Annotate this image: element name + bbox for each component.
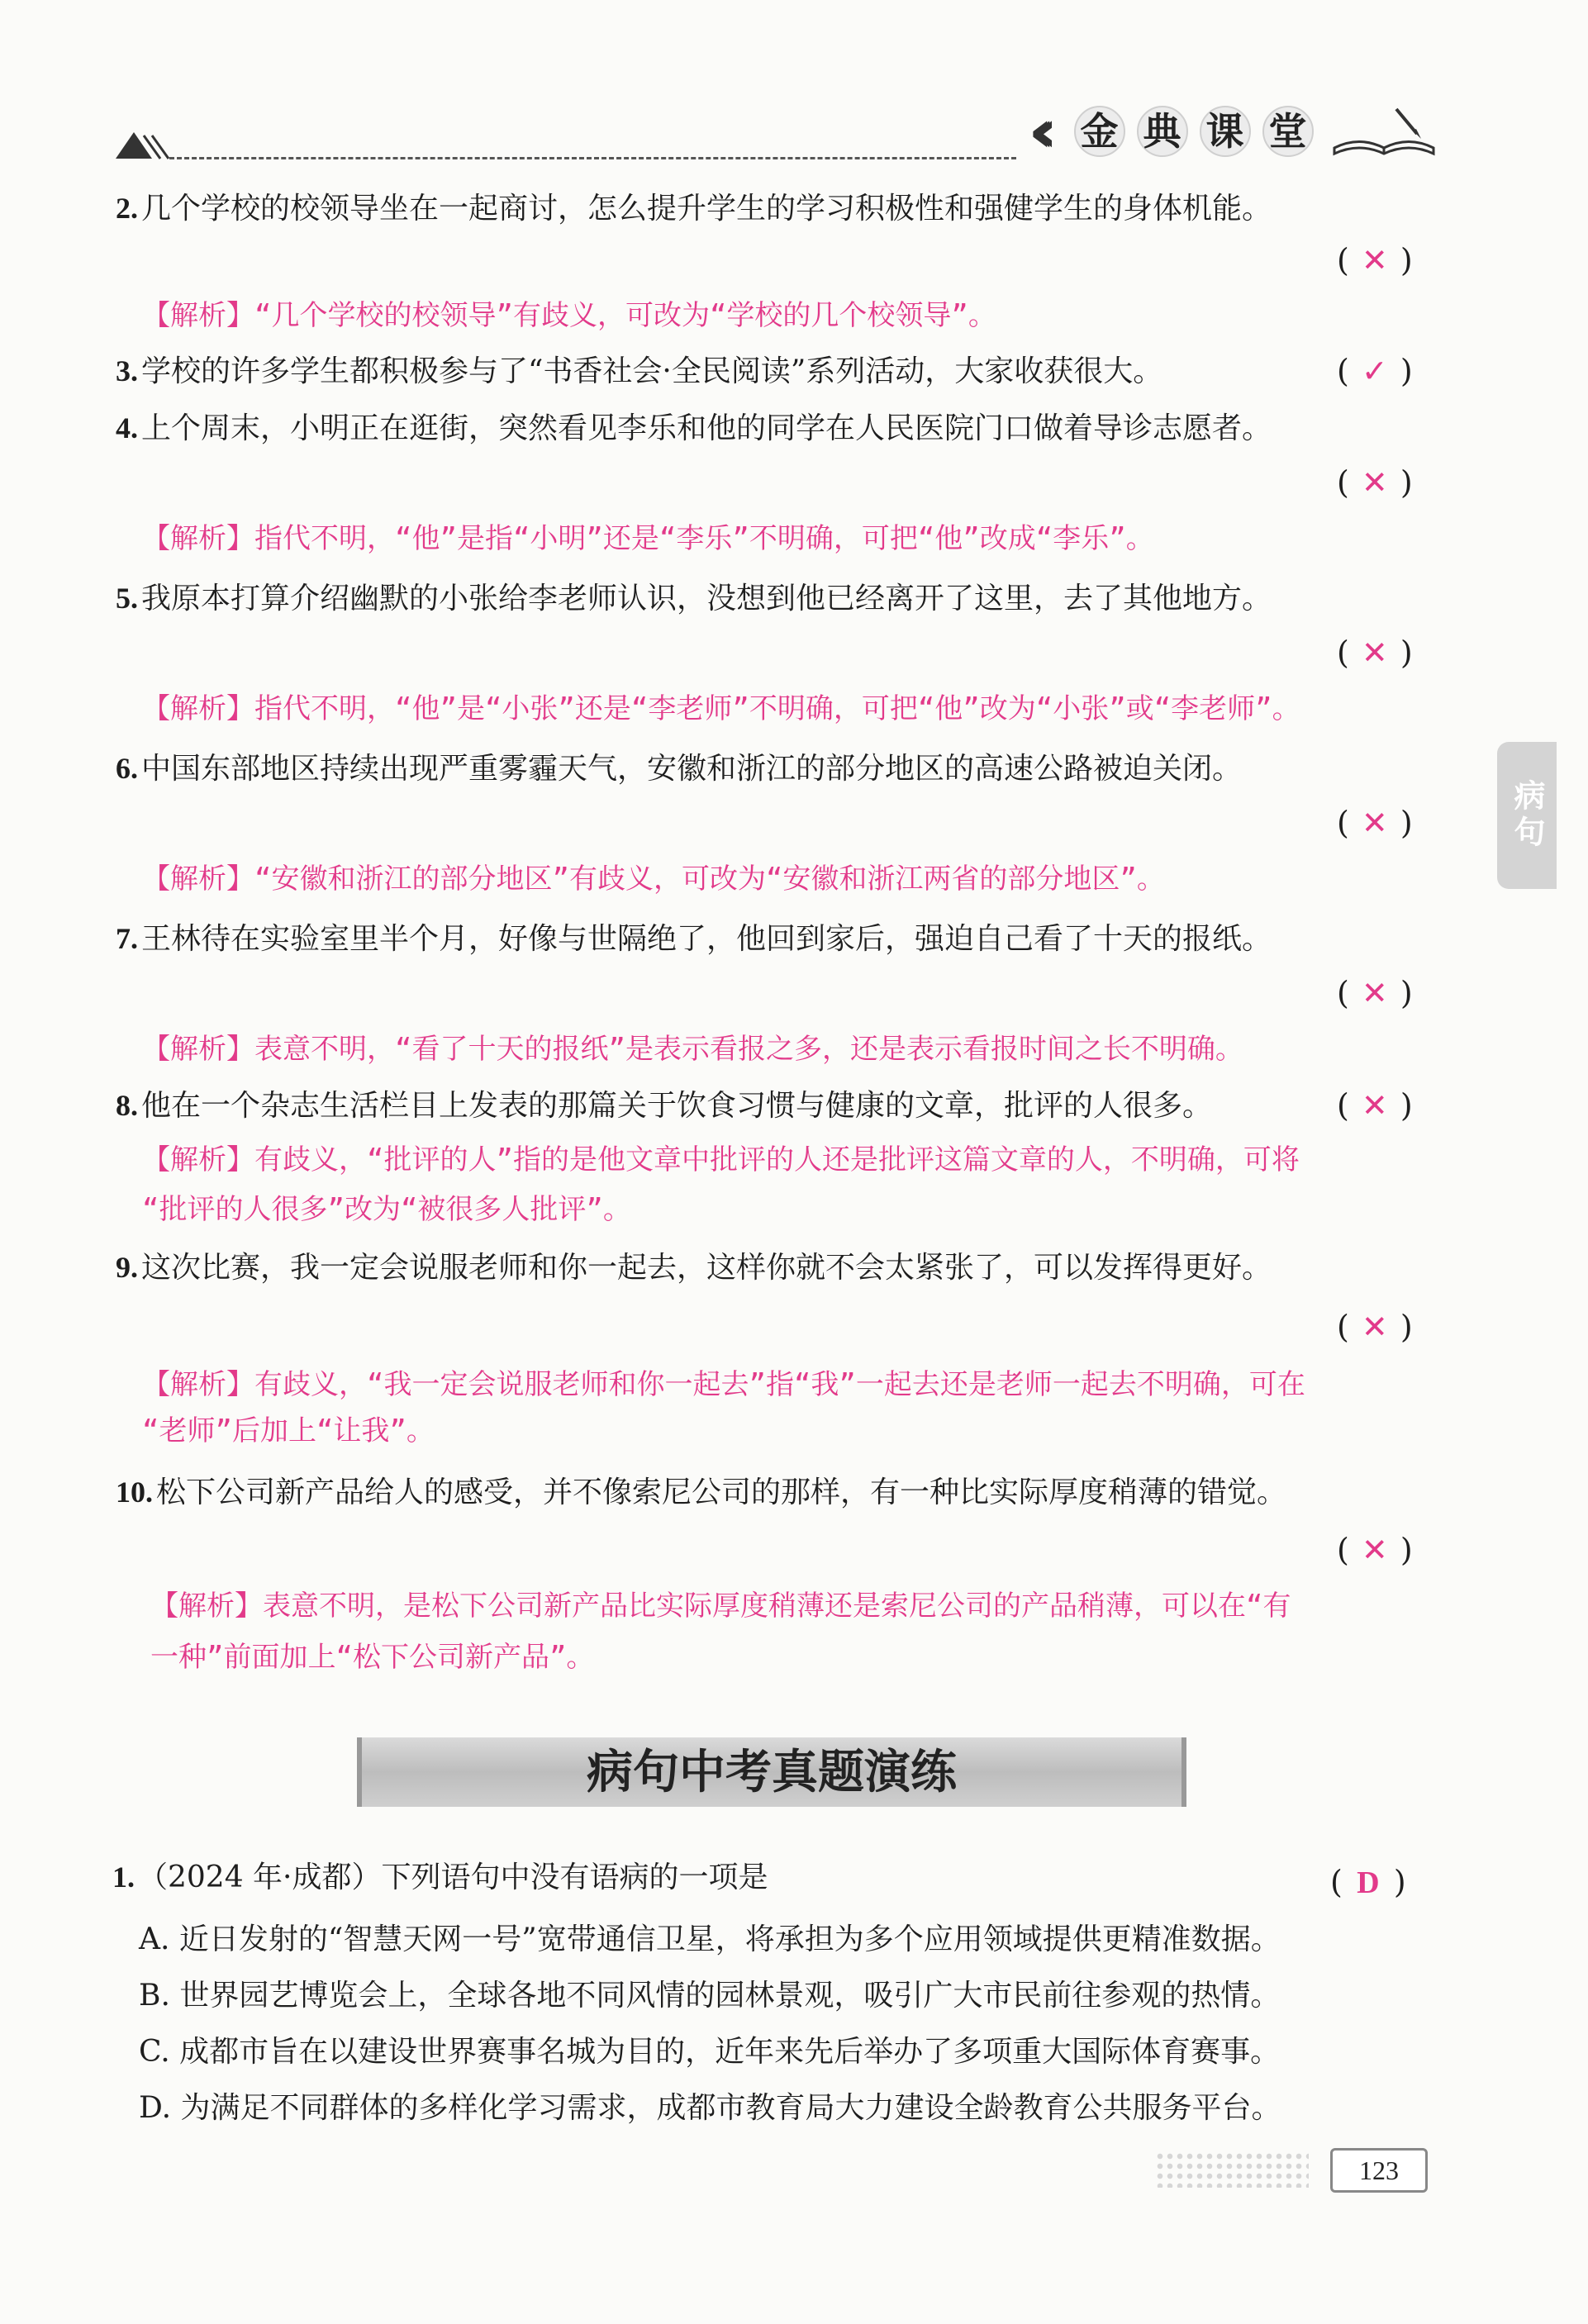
question-text: 松下公司新产品给人的感受，并不像索尼公司的那样，有一种比实际厚度稍薄的错觉。 xyxy=(156,1476,1287,1509)
open-book-icon xyxy=(1330,102,1438,160)
question-text: 这次比赛，我一定会说服老师和你一起去，这样你就不会太紧张了，可以发挥得更好。 xyxy=(141,1251,1272,1285)
explanation-text: 【解析】指代不明，“他”是“小张”还是“李老师”不明确，可把“他”改为“小张”或“李老师”。 xyxy=(142,692,1300,725)
wrong-mark-icon: ✕ xyxy=(1361,1309,1388,1345)
explanation-text: 【解析】指代不明，“他”是指“小明”还是“李乐”不明确，可把“他”改成“李乐”。 xyxy=(142,522,1154,555)
question-text: 上个周末，小明正在逛街，突然看见李乐和他的同学在人民医院门口做着导诊志愿者。 xyxy=(141,411,1272,445)
answer-bracket: ( ✕ ) xyxy=(1337,464,1413,501)
wrong-mark-icon: ✕ xyxy=(1361,975,1388,1011)
question-text: 几个学校的校领导坐在一起商讨，怎么提升学生的学习积极性和强健学生的身体机能。 xyxy=(141,192,1272,226)
explanation-text: “老师”后加上“让我”。 xyxy=(142,1414,435,1447)
answer-bracket: ( ✕ ) xyxy=(1337,1532,1413,1568)
answer-bracket: ( ✕ ) xyxy=(1337,805,1413,841)
option-a: A. 近日发射的“智慧天网一号”宽带通信卫星，将承担为多个应用领域提供更精准数据。 xyxy=(139,1922,1281,1956)
answer-bracket: ( ✕ ) xyxy=(1337,975,1413,1011)
question-item xyxy=(116,1472,1286,1513)
wrong-mark-icon: ✕ xyxy=(1361,1087,1388,1124)
page-number: 123 xyxy=(1330,2148,1428,2193)
question-item xyxy=(116,919,1272,959)
side-tab-label: 病句 xyxy=(1497,742,1557,889)
question-text: 中国东部地区持续出现严重雾霾天气，安徽和浙江的部分地区的高速公路被迫关闭。 xyxy=(141,752,1243,786)
wrong-mark-icon: ✕ xyxy=(1361,1532,1388,1568)
explanation-text: “批评的人很多”改为“被很多人批评”。 xyxy=(142,1193,631,1226)
question-number: 10. xyxy=(116,1476,153,1509)
explanation-text: 【解析】“安徽和浙江的部分地区”有歧义，可改为“安徽和浙江两省的部分地区”。 xyxy=(142,863,1165,896)
question-item xyxy=(116,188,1272,229)
wrong-mark-icon: ✕ xyxy=(1361,634,1388,671)
explanation-text: 【解析】表意不明，是松下公司新产品比实际厚度稍薄还是索尼公司的产品稍薄，可以在“有 xyxy=(150,1590,1291,1623)
header-dashed-rule xyxy=(169,157,1016,159)
question-item xyxy=(116,1086,1212,1126)
wrong-mark-icon: ✕ xyxy=(1361,805,1388,841)
question-text: （2024 年·成都）下列语句中没有语病的一项是 xyxy=(138,1861,768,1894)
question-number: 1. xyxy=(112,1861,135,1894)
header-title-char: 金 xyxy=(1074,106,1125,157)
answer-letter: D xyxy=(1357,1865,1380,1900)
check-mark-icon: ✓ xyxy=(1361,353,1388,389)
question-text: 学校的许多学生都积极参与了“书香社会·全民阅读”系列活动，大家收获很大。 xyxy=(141,354,1163,388)
explanation-text: 【解析】有歧义，“批评的人”指的是他文章中批评的人还是批评这篇文章的人，不明确，可将 xyxy=(142,1143,1300,1176)
question-number: 4. xyxy=(116,411,138,444)
explanation-text: 一种”前面加上“松下公司新产品”。 xyxy=(150,1641,595,1674)
wrong-mark-icon: ✕ xyxy=(1361,242,1388,278)
question-text: 我原本打算介绍幽默的小张给李老师认识，没想到他已经离开了这里，去了其他地方。 xyxy=(141,582,1272,615)
footer-dot-pattern xyxy=(1155,2151,1309,2188)
header-title-char: 典 xyxy=(1137,106,1188,157)
explanation-text: 【解析】表意不明，“看了十天的报纸”是表示看报之多，还是表示看报时间之长不明确。 xyxy=(142,1033,1243,1066)
explanation-text: 【解析】“几个学校的校领导”有歧义，可改为“学校的几个校领导”。 xyxy=(142,299,996,332)
answer-bracket: ( ✕ ) xyxy=(1337,242,1413,278)
exam-question-stem xyxy=(112,1857,768,1898)
question-number: 2. xyxy=(116,192,138,225)
question-number: 3. xyxy=(116,354,138,387)
question-text: 王林待在实验室里半个月，好像与世隔绝了，他回到家后，强迫自己看了十天的报纸。 xyxy=(141,922,1272,956)
header-title xyxy=(1074,106,1314,157)
header-title-char: 堂 xyxy=(1262,106,1314,157)
question-item xyxy=(116,1248,1272,1288)
wrong-mark-icon: ✕ xyxy=(1361,464,1388,501)
option-d: D. 为满足不同群体的多样化学习需求，成都市教育局大力建设全龄教育公共服务平台。 xyxy=(139,2091,1281,2125)
header-brand xyxy=(1029,97,1438,165)
option-c: C. 成都市旨在以建设世界赛事名城为目的，近年来先后举办了多项重大国际体育赛事。 xyxy=(139,2035,1281,2069)
header-triangles-icon xyxy=(116,131,174,164)
answer-bracket: ( ✕ ) xyxy=(1337,1087,1413,1124)
header-title-char: 课 xyxy=(1200,106,1251,157)
question-item xyxy=(116,578,1272,619)
question-number: 9. xyxy=(116,1251,138,1284)
answer-bracket: ( D ) xyxy=(1330,1862,1406,1903)
double-chevron-left-icon: ‹‹‹ xyxy=(1029,97,1036,165)
question-number: 8. xyxy=(116,1089,138,1122)
answer-bracket: ( ✓ ) xyxy=(1337,353,1413,389)
section-title-banner: 病句中考真题演练 xyxy=(357,1737,1186,1807)
question-item xyxy=(116,749,1242,789)
question-number: 7. xyxy=(116,922,138,955)
explanation-text: 【解析】有歧义，“我一定会说服老师和你一起去”指“我”一起去还是老师一起去不明确，可在 xyxy=(142,1368,1305,1401)
answer-bracket: ( ✕ ) xyxy=(1337,1309,1413,1345)
option-b: B. 世界园艺博览会上，全球各地不同风情的园林景观，吸引广大市民前往参观的热情。 xyxy=(139,1979,1281,2013)
question-text: 他在一个杂志生活栏目上发表的那篇关于饮食习惯与健康的文章，批评的人很多。 xyxy=(141,1089,1213,1123)
question-item xyxy=(116,408,1272,449)
question-item xyxy=(116,351,1162,392)
answer-bracket: ( ✕ ) xyxy=(1337,634,1413,671)
question-number: 5. xyxy=(116,582,138,615)
question-number: 6. xyxy=(116,752,138,785)
